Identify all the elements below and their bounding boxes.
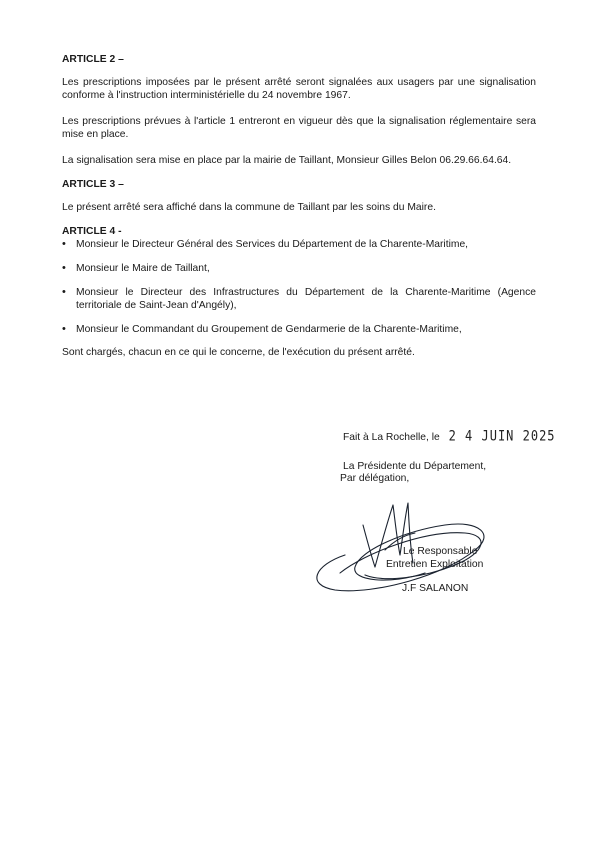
- signatory-name: J.F SALANON: [402, 583, 469, 594]
- article-2-paragraph-3: La signalisation sera mise en place par la mairie de Taillant, Monsieur Gilles Belon 06.29.66.64.64.: [62, 155, 512, 166]
- article-3-paragraph-1: Le présent arrêté sera affiché dans la commune de Taillant par les soins du Maire.: [62, 202, 436, 213]
- list-item: • Monsieur le Commandant du Groupement de Gendarmerie de la Charente-Maritime,: [62, 323, 536, 336]
- list-item: • Monsieur le Maire de Taillant,: [62, 262, 536, 275]
- delegation-line: Par délégation,: [340, 473, 410, 484]
- signatory-title-line-1: Le Responsable: [403, 546, 478, 557]
- place-date-line: [343, 427, 556, 444]
- article-2-heading: ARTICLE 2 –: [62, 54, 124, 65]
- closing-sentence: Sont chargés, chacun en ce qui le concerne, de l'exécution du présent arrêté.: [62, 347, 415, 358]
- made-at-label: Fait à La Rochelle, le: [343, 432, 440, 443]
- article-2-paragraph-1: Les prescriptions imposées par le présent arrêté seront signalées aux usagers par une signalisation conforme à l'instruction interministérielle du 24 novembre 1967.: [62, 77, 536, 101]
- president-line: La Présidente du Département,: [343, 461, 487, 472]
- article-3-heading: ARTICLE 3 –: [62, 179, 124, 190]
- recipients-list: [62, 238, 536, 336]
- list-item: • Monsieur le Directeur Général des Services du Département de la Charente-Maritime,: [62, 238, 536, 251]
- document-body: [62, 53, 536, 359]
- list-item: • Monsieur le Directeur des Infrastructures du Département de la Charente-Maritime (Agence territoriale de Saint-Jean d'Angély),: [62, 286, 536, 312]
- date-stamp: 2 4 JUIN 2025: [448, 427, 556, 444]
- signatory-title-line-2: Entretien Exploitation: [386, 559, 484, 570]
- handwritten-signature: [305, 495, 505, 595]
- article-4-heading: ARTICLE 4 -: [62, 226, 122, 237]
- article-2-paragraph-2: Les prescriptions prévues à l'article 1 entreront en vigueur dès que la signalisation réglementaire sera mise en place.: [62, 116, 536, 140]
